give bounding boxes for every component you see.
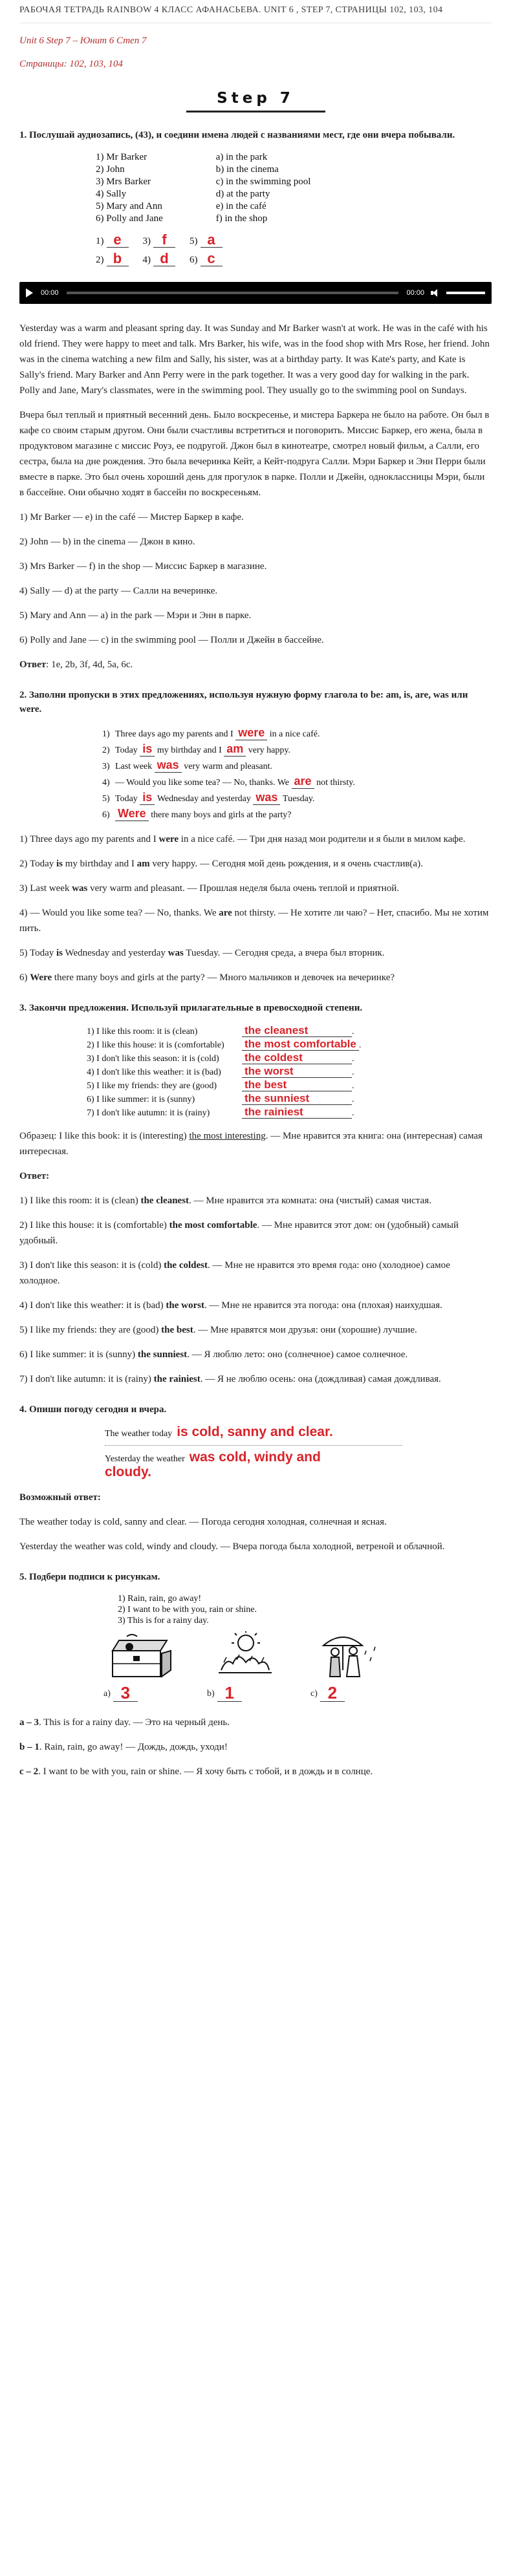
- picture-a: [103, 1631, 181, 1702]
- caption-item: 3) This is for a rainy day.: [118, 1616, 209, 1626]
- place-item: f) in the shop: [215, 213, 268, 224]
- exercise-line: 7) I don't like autumn: it is (rainy) the rainiest .: [87, 1106, 354, 1118]
- answer-letter: d: [153, 252, 175, 266]
- place-item: d) at the party: [215, 189, 270, 199]
- dotted-line: [105, 1442, 402, 1446]
- name-item: 6) Polly and Jane: [96, 213, 163, 224]
- answer-number: 1: [217, 1684, 242, 1702]
- task4-title: 4. Опиши погоду сегодня и вчера.: [19, 1404, 167, 1415]
- exercise-line: 6) Were there many boys and girls at the party?: [102, 807, 292, 820]
- task1-line: 5) Mary and Ann — a) in the park — Мэри и Энн в парке.: [19, 610, 252, 621]
- answer-letter: e: [107, 233, 129, 248]
- answer-word: were: [235, 725, 267, 740]
- exercise-line: 5) Today is Wednesday and yesterday was Tuesday.: [102, 791, 315, 804]
- task4-text: Yesterday the weather was cold, windy and cloudy. — Вчера погода была холодной, ветреной и облачной.: [19, 1541, 445, 1552]
- name-item: 3) Mrs Barker: [96, 177, 151, 187]
- picture-c: [310, 1631, 388, 1702]
- task1-answers-row-2: [96, 252, 492, 266]
- task3-answer: 6) I like summer: it is (sunny) the sunniest. — Я люблю лето: оно (солнечное) самое солнечное.: [19, 1349, 408, 1360]
- task4-possible-label: Возможный ответ:: [19, 1492, 101, 1503]
- answer-word: is: [140, 742, 155, 757]
- task5-answer: b – 1. Rain, rain, go away! — Дождь, дождь, уходи!: [19, 1742, 228, 1752]
- exercise-line: 2) I like this house: it is (comfortable) the most comfortable .: [87, 1038, 362, 1050]
- task2-exercise-box: [102, 725, 492, 822]
- picture-label: b) 1: [207, 1684, 285, 1702]
- task1-answers-row-1: [96, 233, 492, 248]
- task3-answer: 2) I like this house: it is (comfortable) the most comfortable. — Мне нравится этот дом: он (удобный) самый удобный.: [19, 1220, 459, 1246]
- task2-sentence: 6) Were there many boys and girls at the party? — Много мальчиков и девочек на вечеринке?: [19, 972, 395, 983]
- audio-progress-track[interactable]: [67, 292, 399, 294]
- task1-names-column: [96, 151, 163, 225]
- place-item: a) in the park: [215, 152, 268, 162]
- unit-line: Unit 6 Step 7 – Юнит 6 Степ 7: [19, 36, 147, 46]
- answer-word: are: [292, 774, 314, 789]
- volume-slider[interactable]: [446, 292, 485, 294]
- exercise-line: [105, 1466, 492, 1481]
- place-item: e) in the café: [215, 201, 266, 211]
- task1-text-en: Yesterday was a warm and pleasant spring day. It was Sunday and Mr Barker wasn't at work. He was in the café with his old friend. They were happy to meet and talk. Mrs Barker, his wife, was in the food shop with Mrs Rose, her friend. John was in the cinema watching a new film and Sally, his sister, was at a birthday party. It was Kate's party, and Kate is Sally's friend. Mary Barker and Ann Perry were in the park together. It was a very good day for walking in the park. Polly and Jane, Mary's classmates, were in the swimming pool. They usually go to the swimming pool on Sundays.: [19, 323, 490, 396]
- pages-line: Страницы: 102, 103, 104: [19, 59, 123, 69]
- exercise-line: 4) I don't like this weather: it is (bad) the worst .: [87, 1065, 354, 1077]
- step-underline: [186, 111, 325, 113]
- answer-word: Were: [115, 806, 149, 821]
- task1-title: 1. Послушай аудиозапись, (43), и соедини имена людей с названиями мест, где они вчера побывали.: [19, 130, 455, 140]
- exercise-line: 1) I like this room: it is (clean) the cleanest .: [87, 1024, 354, 1036]
- task1-line: 3) Mrs Barker — f) in the shop — Миссис Баркер в магазине.: [19, 561, 267, 572]
- answer-word: the worst: [242, 1065, 352, 1078]
- exercise-line: 5) I like my friends: they are (good) the best .: [87, 1079, 354, 1091]
- answer-word: the rainiest: [242, 1106, 352, 1119]
- answer-item: 1) e: [96, 233, 129, 248]
- exercise-line: 3) I don't like this season: it is (cold) the coldest .: [87, 1051, 354, 1064]
- caption-item: 1) Rain, rain, go away!: [118, 1594, 202, 1604]
- two-people-umbrella-illustration: [310, 1631, 388, 1682]
- answer-item: 6) c: [190, 252, 223, 266]
- task3-exercise-box: [87, 1024, 492, 1119]
- play-icon[interactable]: [26, 288, 33, 297]
- answer-text: was cold, windy and: [189, 1450, 321, 1465]
- answer-word: the most comfortable: [242, 1038, 359, 1051]
- task1-line: 1) Mr Barker — e) in the café — Мистер Баркер в кафе.: [19, 512, 244, 522]
- answer-item: 2) b: [96, 252, 129, 266]
- task1-places-column: [216, 151, 311, 225]
- answer-word: is: [140, 790, 155, 805]
- task2-sentence: 2) Today is my birthday and I am very happy. — Сегодня мой день рождения, и я очень счастлив(а).: [19, 859, 423, 869]
- answer-item: 5) a: [190, 233, 223, 248]
- exercise-line: 1) Three days ago my parents and I were in a nice café.: [102, 726, 320, 739]
- rain-illustration: [207, 1631, 285, 1682]
- exercise-line: Yesterday the weather was cold, windy and: [105, 1450, 321, 1465]
- answer-word: was: [253, 790, 280, 805]
- task1-line: 4) Sally — d) at the party — Салли на вечеринке.: [19, 586, 218, 596]
- answer-word: the sunniest: [242, 1092, 352, 1105]
- answer-word: the coldest: [242, 1051, 352, 1064]
- picture-label: c) 2: [310, 1684, 388, 1702]
- task2-sentence: 3) Last week was very warm and pleasant. — Прошлая неделя была очень теплой и приятной.: [19, 883, 399, 894]
- exercise-line: 4) — Would you like some tea? — No, thanks. We are not thirsty.: [102, 775, 355, 788]
- answer-word: the best: [242, 1079, 352, 1091]
- answer-number: 2: [320, 1684, 345, 1702]
- task1-line: 2) John — b) in the cinema — Джон в кино.: [19, 537, 195, 547]
- task5-title: 5. Подбери подписи к рисункам.: [19, 1572, 160, 1582]
- exercise-line: 2) Today is my birthday and I am very happy.: [102, 742, 290, 755]
- task1-exercise-box: [96, 151, 492, 225]
- answer-word: was: [155, 758, 182, 773]
- answer-word: the cleanest: [242, 1024, 352, 1037]
- answer-letter: a: [201, 233, 223, 248]
- task2-sentence: 1) Three days ago my parents and I were in a nice café. — Три дня назад мои родители и я были в милом кафе.: [19, 834, 466, 844]
- task2-sentence: 5) Today is Wednesday and yesterday was Tuesday. — Сегодня среда, а вчера был вторник.: [19, 948, 385, 958]
- volume-icon[interactable]: [431, 289, 440, 297]
- task3-title: 3. Закончи предложения. Используй прилагательные в превосходной степени.: [19, 1003, 363, 1013]
- task5-answer: a – 3. This is for a rainy day. — Это на черный день.: [19, 1717, 230, 1728]
- answer-letter: f: [153, 233, 175, 248]
- task1-line: 6) Polly and Jane — c) in the swimming pool — Полли и Джейн в бассейне.: [19, 635, 324, 645]
- exercise-line: 3) Last week was very warm and pleasant.: [102, 758, 273, 771]
- picture-label: a) 3: [103, 1684, 181, 1702]
- task3-answer: 4) I don't like this weather: it is (bad) the worst. — Мне не нравится эта погода: она (плохая) наихудшая.: [19, 1300, 442, 1311]
- task2-sentence: 4) — Would you like some tea? — No, thanks. We are not thirsty. — Не хотите ли чаю? – Нет, спасибо. Мы не хотим пить.: [19, 908, 489, 934]
- answer-item: 3) f: [143, 233, 176, 248]
- chest-illustration: [103, 1631, 181, 1682]
- answer-letter: b: [107, 252, 129, 266]
- answer-word: am: [224, 742, 246, 757]
- task5-pictures: [103, 1631, 492, 1702]
- answer-item: 4) d: [143, 252, 176, 266]
- task2-title: 2. Заполни пропуски в этих предложениях, используя нужную форму глагола to be: am, is, are, was или were.: [19, 690, 468, 714]
- place-item: c) in the swimming pool: [215, 177, 311, 187]
- answer-letter: c: [201, 252, 223, 266]
- task3-answer: 7) I don't like autumn: it is (rainy) the rainiest. — Я не люблю осень: она (дождливая) самая дождливая.: [19, 1374, 441, 1384]
- task3-answer: 3) I don't like this season: it is (cold) the coldest. — Мне не нравится это время года: оно (холодное) самое холодное.: [19, 1260, 450, 1286]
- audio-player: [19, 282, 492, 304]
- answer-number: 3: [113, 1684, 138, 1702]
- task1-answer: Ответ: 1e, 2b, 3f, 4d, 5a, 6c.: [19, 660, 133, 670]
- exercise-line: 6) I like summer: it is (sunny) the sunniest .: [87, 1092, 354, 1104]
- name-item: 1) Mr Barker: [96, 152, 147, 162]
- task5-answer: c – 2. I want to be with you, rain or shine. — Я хочу быть с тобой, и в дождь и в солнце.: [19, 1766, 373, 1777]
- time-duration: 00:00: [406, 289, 424, 297]
- page-title: РАБОЧАЯ ТЕТРАДЬ RAINBOW 4 КЛАСС АФАНАСЬЕВА. UNIT 6 , STEP 7, СТРАНИЦЫ 102, 103, 104: [19, 0, 492, 23]
- step-heading: Step 7: [217, 90, 294, 107]
- task1-text-ru: Вчера был теплый и приятный весенний день. Было воскресенье, и мистера Баркера не было на работе. Он был в кафе со своим старым другом. Они были счастливы встретиться и поговорить. Миссис Баркер, его жена, была в продуктовом магазине с миссис Роуз, ее подругой. Джон был в кинотеатре, смотрел новый фильм, а Салли, его сестра, была на дне рождения. Это была вечеринка Кейт, а Кейт-подруга Салли. Мэри Баркер и Энн Перри были вместе в парке. Это был очень хороший день для прогулок в парке. Полли и Джейн, одноклассницы Мэри, были в бассейне. Они обычно ходят в бассейн по воскресеньям.: [19, 410, 490, 498]
- name-item: 2) John: [96, 164, 125, 175]
- task3-answer: 1) I like this room: it is (clean) the cleanest. — Мне нравится эта комната: она (чистый) самая чистая.: [19, 1196, 431, 1206]
- exercise-line: The weather today is cold, sanny and clear.: [105, 1424, 333, 1439]
- name-item: 4) Sally: [96, 189, 127, 199]
- task4-exercise-box: [105, 1426, 492, 1481]
- task3-answer-label: Ответ:: [19, 1171, 50, 1181]
- time-current: 00:00: [41, 289, 59, 297]
- picture-b: [207, 1631, 285, 1702]
- task3-example: Образец: I like this book: it is (interesting) the most interesting. — Мне нравится эта книга: она (интересная) самая интересная.: [19, 1131, 483, 1157]
- task3-answer: 5) I like my friends: they are (good) the best. — Мне нравятся мои друзья: они (хорошие) лучшие.: [19, 1325, 417, 1335]
- answer-text: cloudy.: [105, 1465, 151, 1479]
- task4-text: The weather today is cold, sanny and clear. — Погода сегодня холодная, солнечная и ясная.: [19, 1517, 387, 1527]
- answer-text: is cold, sanny and clear.: [177, 1424, 333, 1439]
- caption-item: 2) I want to be with you, rain or shine.: [118, 1605, 257, 1615]
- name-item: 5) Mary and Ann: [96, 201, 162, 211]
- place-item: b) in the cinema: [215, 164, 279, 175]
- task5-captions: [118, 1593, 492, 1626]
